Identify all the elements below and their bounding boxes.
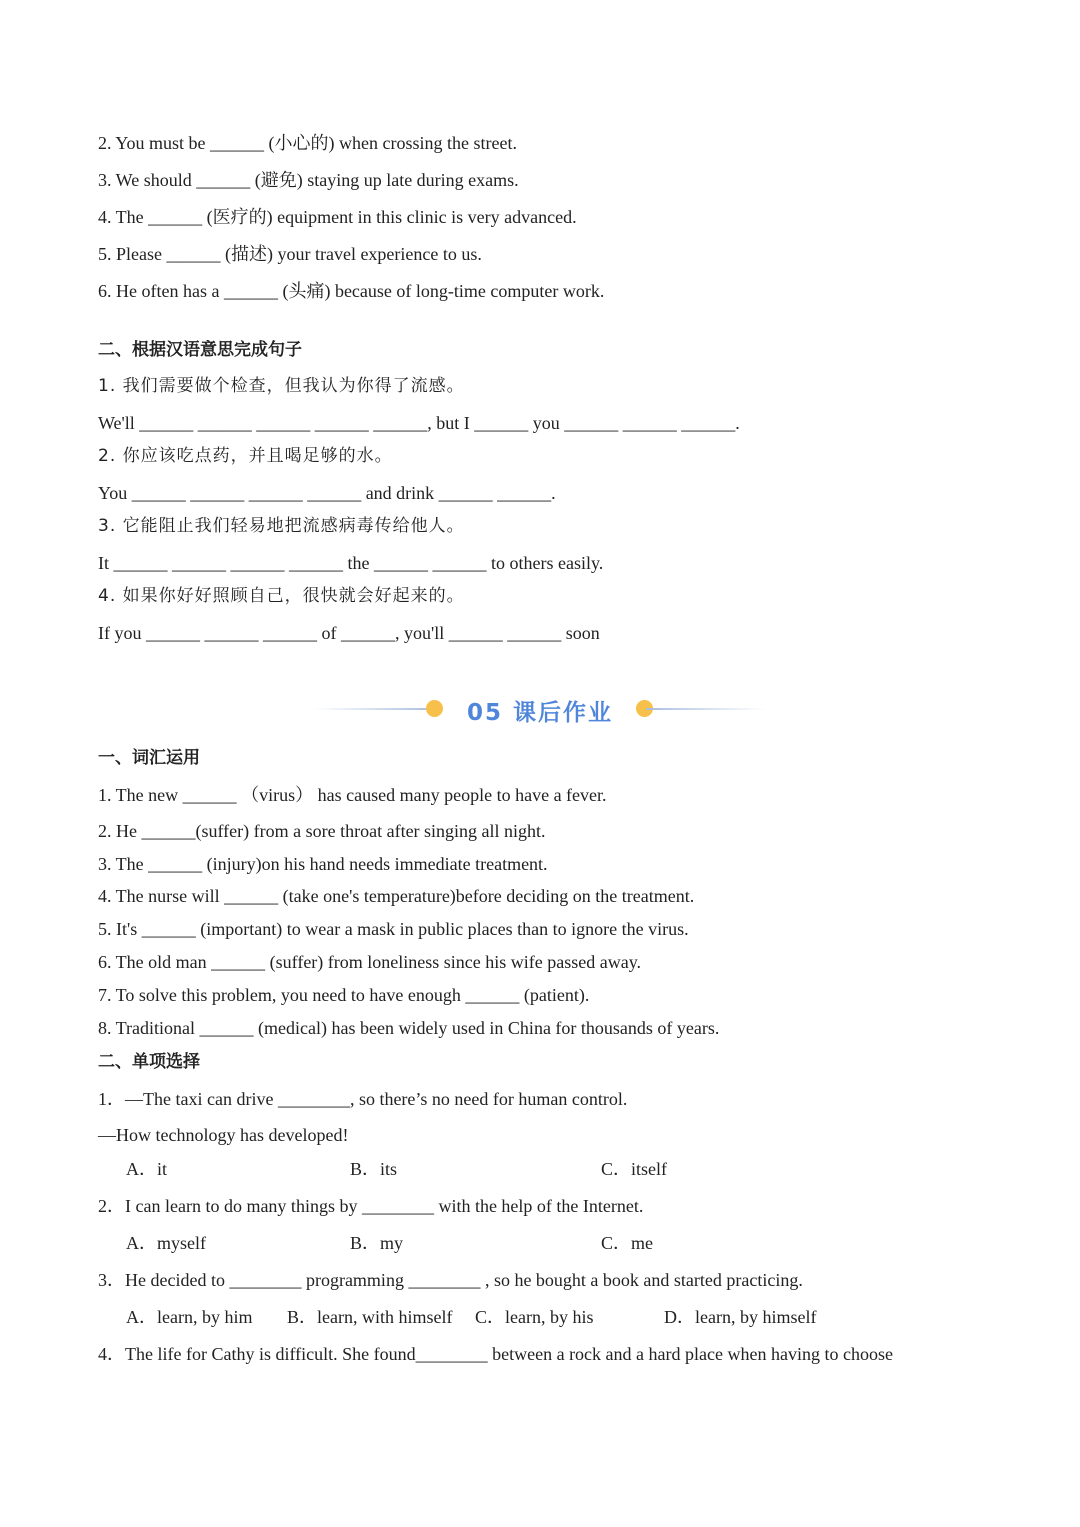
exercise-line: 5. It's ______ (important) to wear a mask in public places than to ignore the virus. bbox=[98, 919, 689, 939]
section-heading: 二、单项选择 bbox=[98, 1052, 200, 1072]
answer-option: D．learn, by himself bbox=[664, 1307, 817, 1327]
exercise-line: 1. The new ______ （virus） has caused many people to have a fever. bbox=[98, 785, 607, 805]
answer-option: C．itself bbox=[601, 1159, 667, 1179]
chinese-prompt: 1. 我们需要做个检查，但我认为你得了流感。 bbox=[98, 376, 465, 396]
answer-option: A．myself bbox=[126, 1233, 206, 1253]
exercise-line: 3. We should ______ (避免) staying up late during exams. bbox=[98, 170, 519, 190]
answer-option: B．its bbox=[350, 1159, 398, 1179]
english-answer-line: If you ______ ______ ______ of ______, you'll ______ ______ soon bbox=[98, 623, 600, 643]
english-answer-line: We'll ______ ______ ______ ______ ______, but I ______ you ______ ______ ______. bbox=[98, 413, 740, 433]
answer-option: C．learn, by his bbox=[475, 1307, 594, 1327]
exercise-line: 6. The old man ______ (suffer) from loneliness since his wife passed away. bbox=[98, 952, 642, 972]
section-heading: 二、根据汉语意思完成句子 bbox=[98, 340, 302, 360]
question-stem: 1．—The taxi can drive ________, so there’s no need for human control. bbox=[98, 1089, 628, 1109]
english-answer-line: It ______ ______ ______ ______ the ______ ______ to others easily. bbox=[98, 553, 604, 573]
banner-divider bbox=[314, 708, 434, 710]
chinese-prompt: 3. 它能阻止我们轻易地把流感病毒传给他人。 bbox=[98, 516, 465, 536]
banner-title: 05 课后作业 bbox=[466, 700, 613, 726]
question-stem: 3．He decided to ________ programming ________ , so he bought a book and started practicing. bbox=[98, 1270, 803, 1290]
exercise-line: 5. Please ______ (描述) your travel experience to us. bbox=[98, 244, 482, 264]
question-stem: 4．The life for Cathy is difficult. She found________ between a rock and a hard place when having to choose bbox=[98, 1344, 893, 1364]
answer-option: B．learn, with himself bbox=[287, 1307, 453, 1327]
banner-divider bbox=[646, 708, 766, 710]
chinese-prompt: 4. 如果你好好照顾自己，很快就会好起来的。 bbox=[98, 586, 465, 606]
exercise-line: 4. The nurse will ______ (take one's temperature)before deciding on the treatment. bbox=[98, 886, 695, 906]
answer-option: A．it bbox=[126, 1159, 168, 1179]
exercise-line: 4. The ______ (医疗的) equipment in this clinic is very advanced. bbox=[98, 207, 577, 227]
answer-option: A．learn, by him bbox=[126, 1307, 253, 1327]
answer-option: C．me bbox=[601, 1233, 653, 1253]
exercise-line: 2. You must be ______ (小心的) when crossing the street. bbox=[98, 133, 517, 153]
answer-option: B．my bbox=[350, 1233, 404, 1253]
exercise-line: 3. The ______ (injury)on his hand needs immediate treatment. bbox=[98, 854, 548, 874]
question-stem: —How technology has developed! bbox=[98, 1125, 349, 1145]
english-answer-line: You ______ ______ ______ ______ and drink ______ ______. bbox=[98, 483, 556, 503]
exercise-line: 7. To solve this problem, you need to have enough ______ (patient). bbox=[98, 985, 590, 1005]
section-heading: 一、词汇运用 bbox=[98, 748, 200, 768]
exercise-line: 2. He ______(suffer) from a sore throat after singing all night. bbox=[98, 821, 546, 841]
chinese-prompt: 2. 你应该吃点药，并且喝足够的水。 bbox=[98, 446, 393, 466]
section-banner bbox=[314, 690, 766, 730]
question-stem: 2．I can learn to do many things by ________ with the help of the Internet. bbox=[98, 1196, 644, 1216]
banner-dot-icon bbox=[426, 700, 443, 717]
exercise-line: 8. Traditional ______ (medical) has been widely used in China for thousands of years. bbox=[98, 1018, 720, 1038]
exercise-line: 6. He often has a ______ (头痛) because of long-time computer work. bbox=[98, 281, 605, 301]
